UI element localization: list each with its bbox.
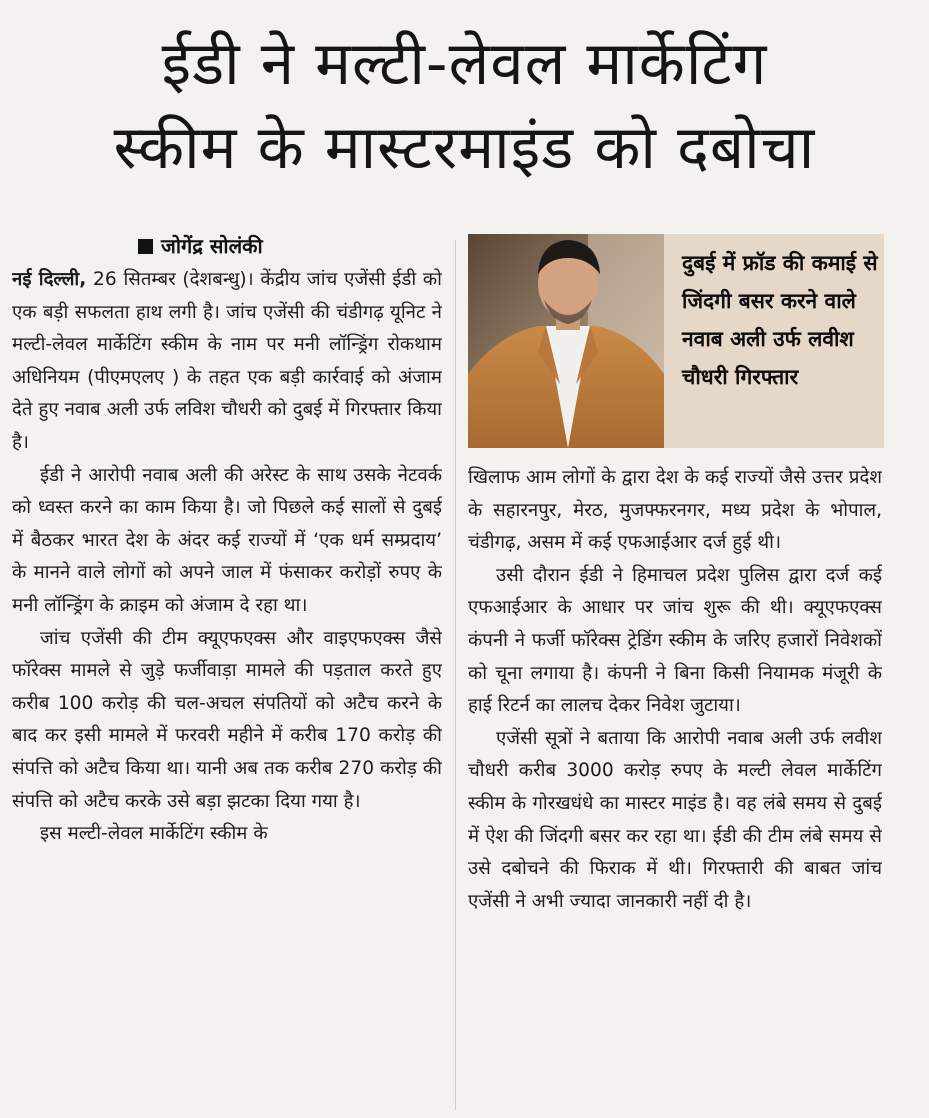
- article-left-column: [12, 264, 442, 1114]
- paragraph: इस मल्टी-लेवल मार्केटिंग स्कीम के: [40, 823, 268, 845]
- headline-line-2: स्कीम के मास्टरमाइंड को दबोचा: [113, 113, 816, 183]
- paragraph: एजेंसी सूत्रों ने बताया कि आरोपी नवाब अली उर्फ लवीश चौधरी करीब 3000 करोड़ रुपए के मल्टी लेवल मार्केटिंग स्कीम के गोरखधंधे का मास्टर माइंड है। वह लंबे समय से दुबई में ऐश की जिंदगी बसर कर रहा था। ईडी की टीम लंबे समय से उसे दबोचने की फिराक में थी। गिरफ्तारी की बाबत जांच एजेंसी ने अभी ज्यादा जानकारी नहीं दी है।: [468, 727, 882, 912]
- column-divider: [455, 240, 456, 1110]
- byline-author: जोगेंद्र सोलंकी: [161, 234, 263, 258]
- square-bullet-icon: [138, 239, 153, 254]
- article-right-column: [468, 462, 882, 1112]
- lead-paragraph: [12, 264, 442, 460]
- photo-caption-box: [664, 234, 884, 448]
- dateline: नई दिल्ली,: [12, 269, 87, 290]
- paragraph: ईडी ने आरोपी नवाब अली की अरेस्ट के साथ उसके नेटवर्क को ध्वस्त करने का काम किया है। जो पिछले कई सालों से दुबई में बैठकर भारत देश के अंदर कई राज्यों में ‘एक धर्म सम्प्रदाय’ के मानने वाले लोगों को अपने जाल में फंसाकर करोड़ों रुपए के मनी लॉन्ड्रिंग के क्राइम को अंजाम दे रहा था।: [12, 464, 442, 616]
- paragraph: जांच एजेंसी की टीम क्यूएफएक्स और वाइएफएक्स जैसे फॉरेक्स मामले से जुड़े फर्जीवाड़ा मामले की पड़ताल करते हुए करीब 100 करोड़ की चल-अचल संपतियों को अटैच करने के बाद कर इसी मामले में फरवरी महीने में करीब 170 करोड़ की संपत्ति को अटैच किया था। यानी अब तक करीब 270 करोड़ की संपत्ति को अटैच करके उसे बड़ा झटका दिया गया है।: [12, 627, 442, 812]
- headline: [0, 22, 929, 190]
- portrait-image: [468, 234, 664, 448]
- paragraph: खिलाफ आम लोगों के द्वारा देश के कई राज्यों जैसे उत्तर प्रदेश के सहारनपुर, मेरठ, मुजफ्फरनगर, मध्य प्रदेश के भोपाल, चंडीगढ़, असम में कई एफआईआर दर्ज हुई थी।: [468, 467, 882, 554]
- headline-line-1: ईडी ने मल्टी-लेवल मार्केटिंग: [161, 29, 768, 99]
- news-photo: [468, 234, 664, 448]
- paragraph: उसी दौरान ईडी ने हिमाचल प्रदेश पुलिस द्वारा दर्ज कई एफआईआर के आधार पर जांच शुरू की थी। क्यूएफएक्स कंपनी ने फर्जी फॉरेक्स ट्रेडिंग स्कीम के जरिए हजारों निवेशकों को चूना लगाया है। कंपनी ने बिना किसी नियामक मंजूरी के हाई रिटर्न का लालच देकर निवेश जुटाया।: [468, 564, 882, 717]
- byline: [138, 232, 263, 259]
- photo-caption: दुबई में फ्रॉड की कमाई से जिंदगी बसर करने वाले नवाब अली उर्फ लवीश चौधरी गिरफ्तार: [682, 251, 878, 389]
- lead-text: 26 सितम्बर (देशबन्धु)। केंद्रीय जांच एजेंसी ईडी को एक बड़ी सफलता हाथ लगी है। जांच एजेंसी की चंडीगढ़ यूनिट ने मल्टी-लेवल मार्केटिंग स्कीम के नाम पर मनी लॉन्ड्रिंग रोकथाम अधिनियम (पीएमएलए ) के तहत एक बड़ी कार्रवाई को अंजाम देते हुए नवाब अली उर्फ लविश चौधरी को दुबई में गिरफ्तार किया है।: [12, 269, 442, 453]
